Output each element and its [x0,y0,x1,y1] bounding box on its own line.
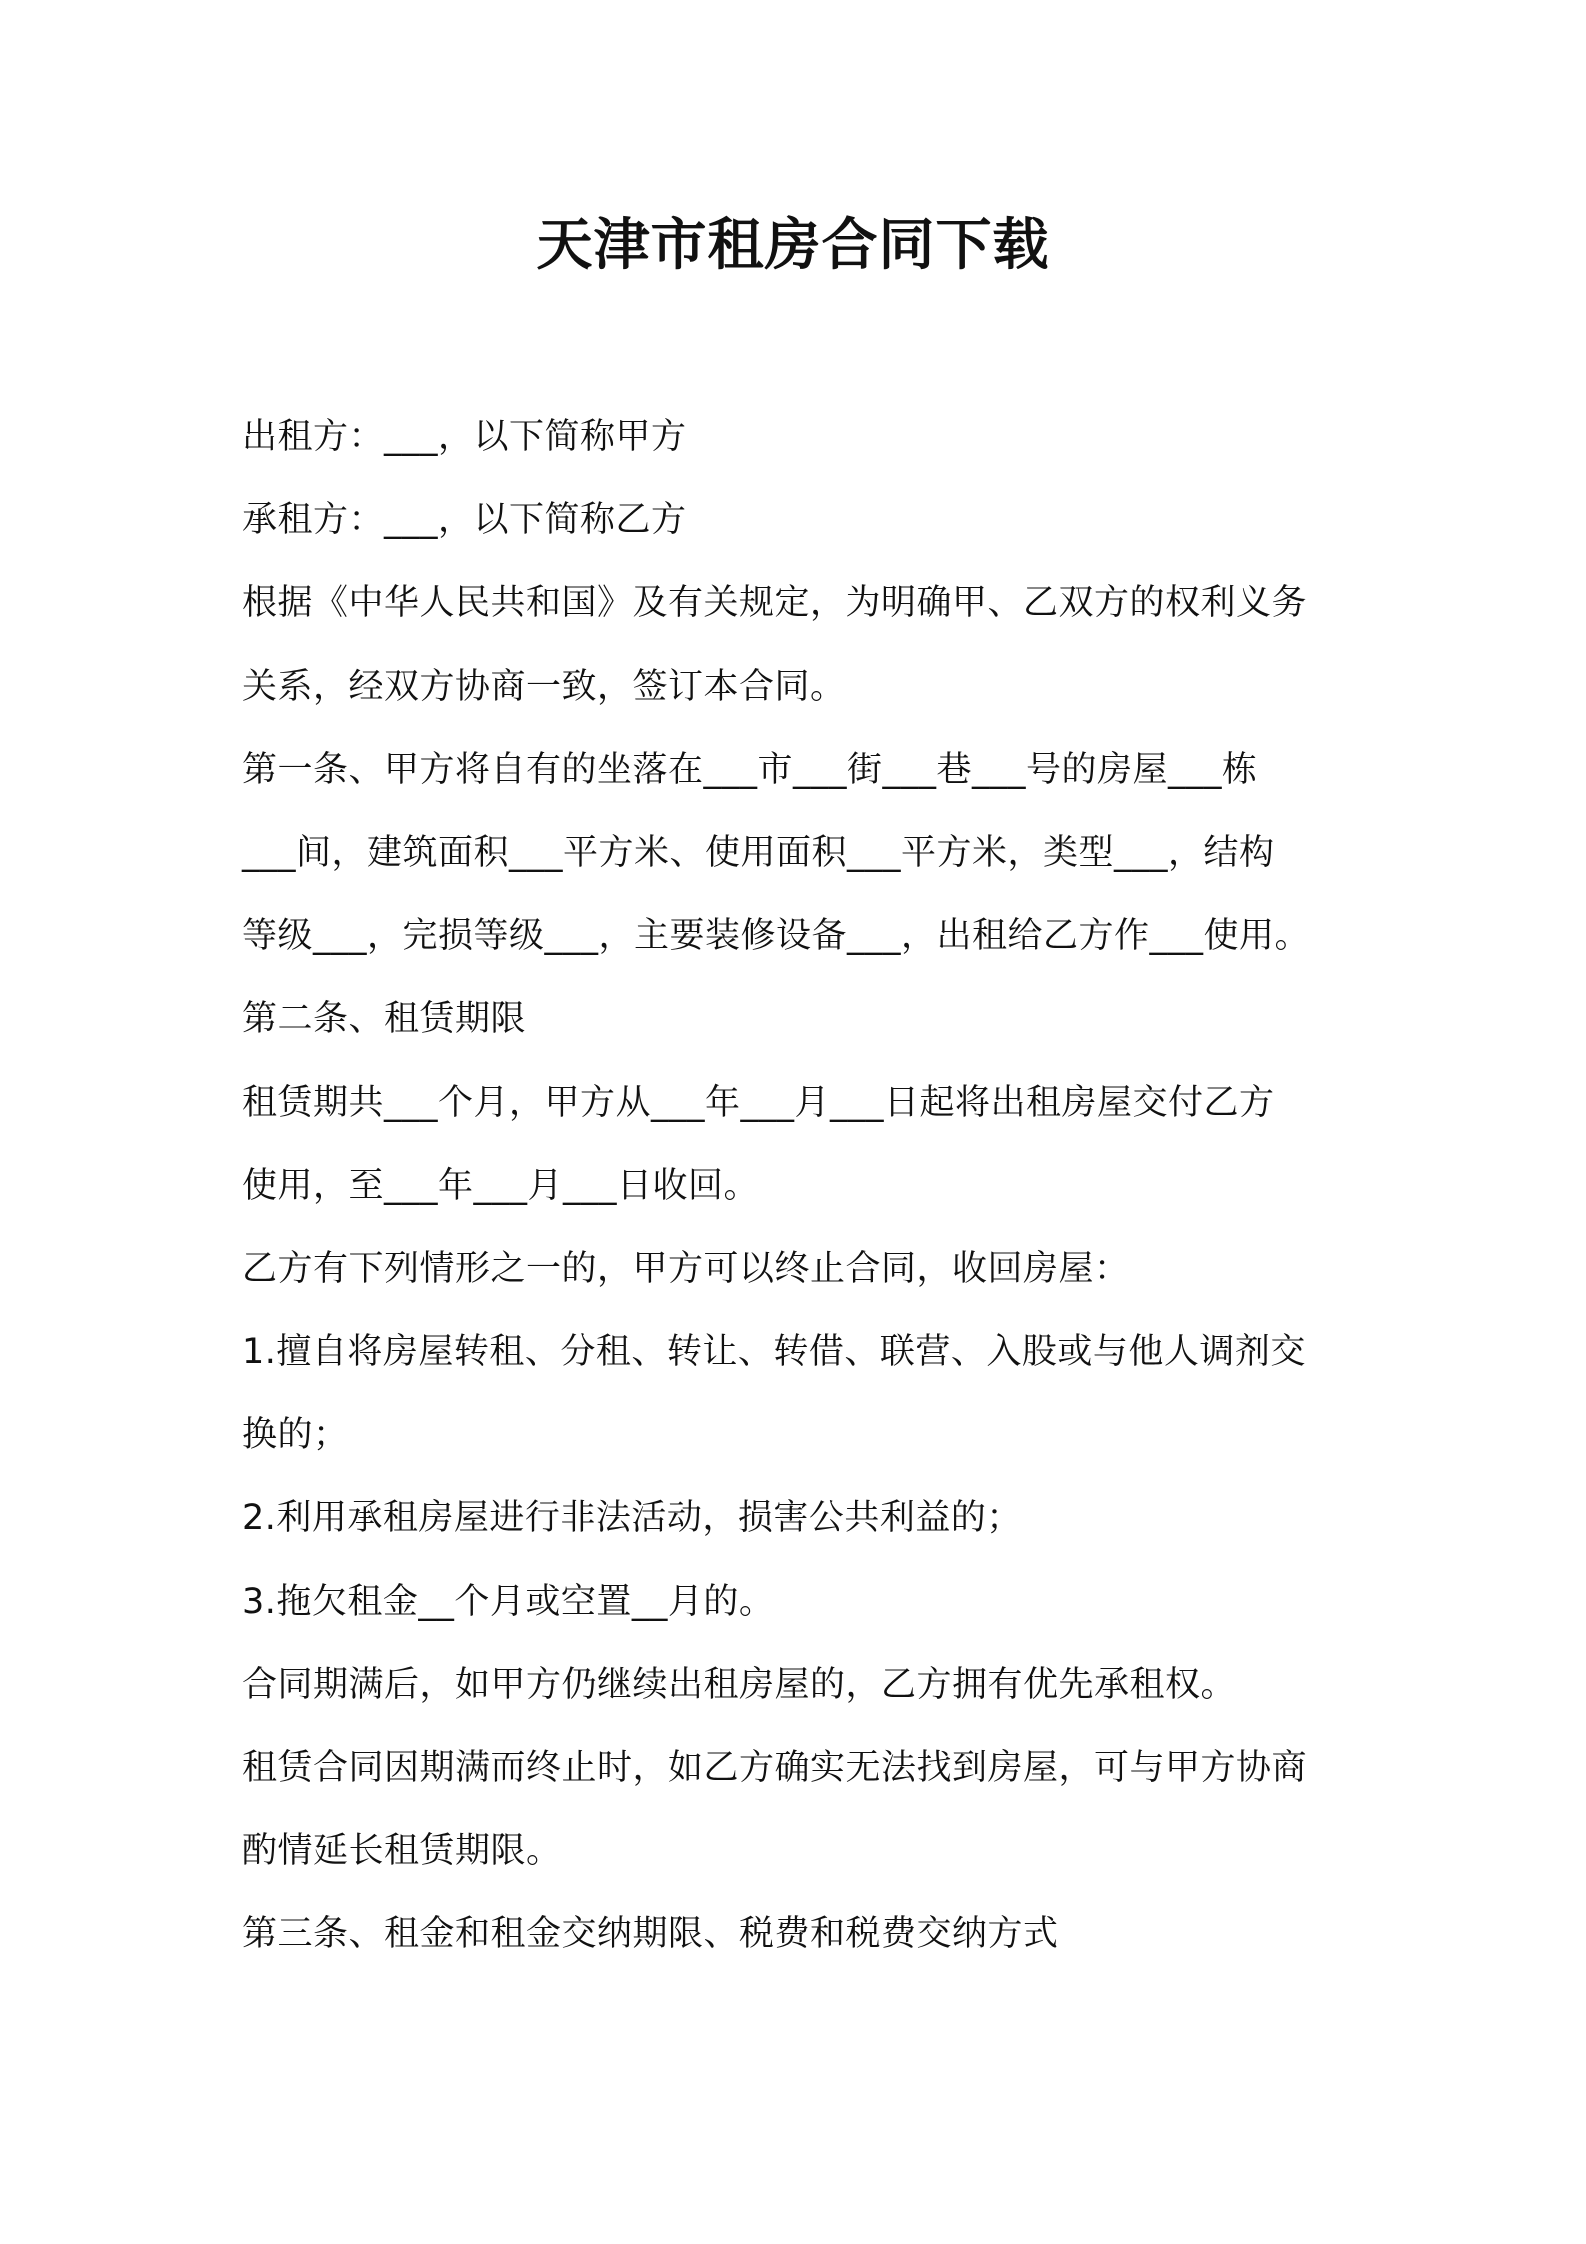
text-line: 换的； [242,1415,349,1456]
text-line: 合同期满后，如甲方仍继续出租房屋的，乙方拥有优先承租权。 [242,1664,1237,1705]
text-line: 乙方有下列情形之一的，甲方可以终止合同，收回房屋： [242,1248,1130,1289]
text-line: ___间，建筑面积___平方米、使用面积___平方米，类型___，结构 [242,832,1275,873]
text-line: 使用，至___年___月___日收回。 [242,1165,760,1206]
text-line: 租赁期共___个月，甲方从___年___月___日起将出租房屋交付乙方 [242,1082,1275,1123]
text-line: 3.拖欠租金__个月或空置__月的。 [242,1581,775,1622]
text-line: 1.擅自将房屋转租、分租、转让、转借、联营、入股或与他人调剂交 [242,1332,1306,1373]
text-line: 出租方：___，以下简称甲方 [242,417,687,457]
text-line: 根据《中华人民共和国》及有关规定，为明确甲、乙双方的权利义务 [242,583,1308,624]
text-line: 酌情延长租赁期限。 [242,1831,562,1872]
document-body [242,396,1362,1977]
text-line: 等级___，完损等级___，主要装修设备___，出租给乙方作___使用。 [242,916,1311,957]
text-line: 租赁合同因期满而终止时，如乙方确实无法找到房屋，可与甲方协商 [242,1748,1308,1788]
text-line: 2.利用承租房屋进行非法活动，损害公共利益的； [242,1498,1022,1539]
text-line: 承租方：___，以下简称乙方 [242,500,687,541]
text-line: 第二条、租赁期限 [242,999,527,1040]
document-title: 天津市租房合同下载 [536,213,1050,278]
text-line: 第三条、租金和租金交纳期限、税费和税费交纳方式 [242,1914,1059,1955]
text-line: 第一条、甲方将自有的坐落在___市___街___巷___号的房屋___栋 [242,749,1258,790]
text-line: 关系，经双方协商一致，签订本合同。 [242,666,846,707]
